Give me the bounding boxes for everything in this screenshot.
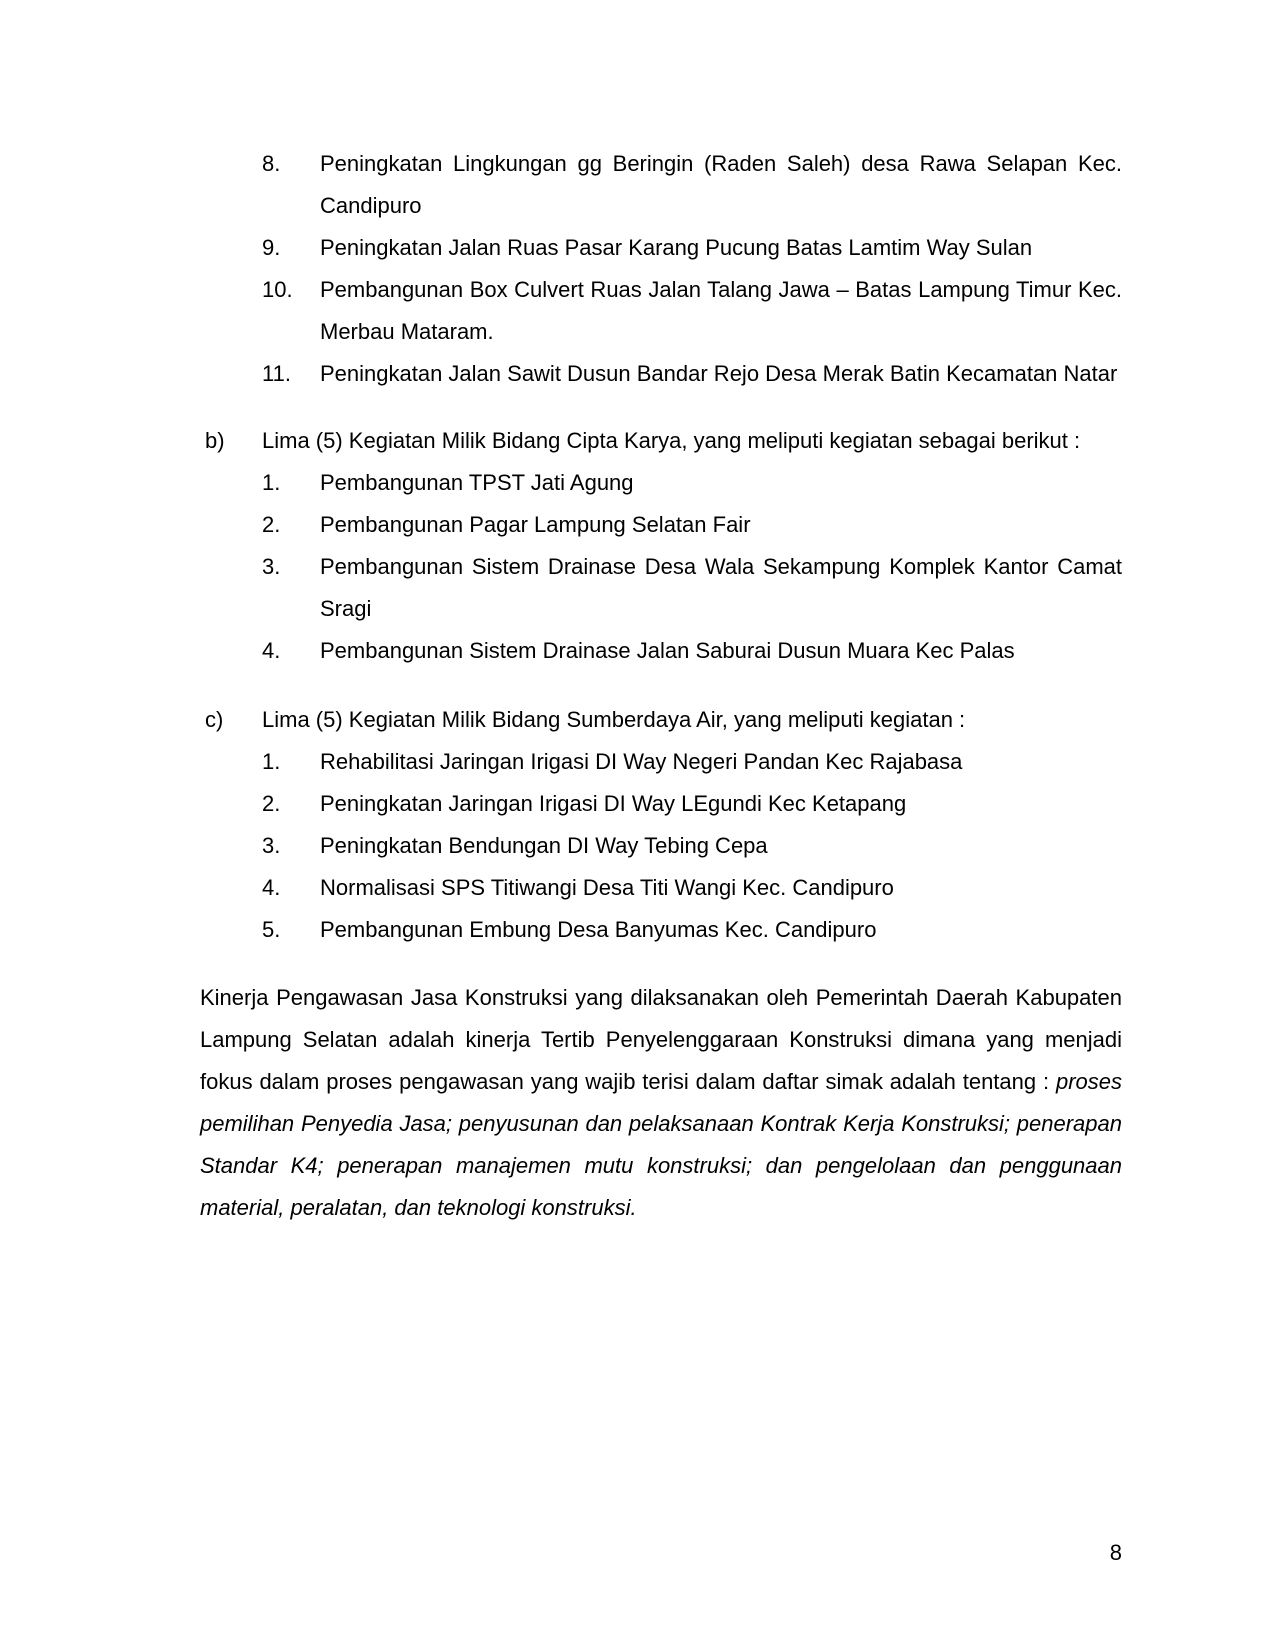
list-item — [200, 227, 1122, 269]
item-text: Rehabilitasi Jaringan Irigasi DI Way Negeri Pandan Kec Rajabasa — [320, 749, 963, 774]
item-number: 8. — [262, 151, 281, 176]
closing-paragraph — [200, 977, 1122, 1229]
closing-paragraph-normal-text: Kinerja Pengawasan Jasa Konstruksi yang dilaksanakan oleh Pemerintah Daerah Kabupaten Lampung Selatan adalah kinerja Tertib Penyelenggaraan Konstruksi dimana yang menjadi fokus dalam proses pengawasan yang wajib terisi dalam daftar simak adalah tentang : — [200, 985, 1122, 1094]
section-marker: b) — [205, 428, 225, 453]
item-number: 4. — [262, 638, 281, 663]
list-item — [200, 353, 1122, 395]
section-marker: c) — [205, 707, 224, 732]
list-item — [200, 825, 1122, 867]
item-number: 3. — [262, 554, 281, 579]
item-text: Pembangunan Sistem Drainase Desa Wala Sekampung Komplek Kantor Camat Sragi — [320, 554, 1122, 621]
item-text: Pembangunan Box Culvert Ruas Jalan Talang Jawa – Batas Lampung Timur Kec. Merbau Mataram. — [320, 277, 1122, 344]
list-item — [200, 783, 1122, 825]
section-b — [200, 420, 1122, 672]
item-text: Peningkatan Lingkungan gg Beringin (Raden Saleh) desa Rawa Selapan Kec. Candipuro — [320, 151, 1122, 218]
item-text: Pembangunan Pagar Lampung Selatan Fair — [320, 512, 751, 537]
item-number: 4. — [262, 875, 281, 900]
item-text: Peningkatan Jaringan Irigasi DI Way LEgundi Kec Ketapang — [320, 791, 907, 816]
list-item — [200, 741, 1122, 783]
list-item — [200, 504, 1122, 546]
section-heading: Lima (5) Kegiatan Milik Bidang Sumberdaya Air, yang meliputi kegiatan : — [262, 707, 966, 732]
item-number: 10. — [262, 277, 293, 302]
list-item — [200, 867, 1122, 909]
page-number: 8 — [1109, 1540, 1122, 1565]
item-number: 5. — [262, 917, 281, 942]
list-item — [200, 143, 1122, 227]
closing-paragraph-italic-text: proses pemilihan Penyedia Jasa; penyusunan dan pelaksanaan Kontrak Kerja Konstruksi; penerapan Standar K4; penerapan manajemen mutu konstruksi; dan pengelolaan dan penggunaan material, peralatan, dan teknologi konstruksi. — [200, 1069, 1122, 1220]
item-number: 2. — [262, 791, 281, 816]
item-text: Peningkatan Jalan Ruas Pasar Karang Pucung Batas Lamtim Way Sulan — [320, 235, 1033, 260]
item-number: 3. — [262, 833, 281, 858]
section-heading-row — [200, 699, 1122, 741]
list-item — [200, 269, 1122, 353]
list-item — [200, 909, 1122, 951]
list-item — [200, 546, 1122, 630]
section-heading: Lima (5) Kegiatan Milik Bidang Cipta Karya, yang meliputi kegiatan sebagai berikut : — [262, 428, 1081, 453]
document-body — [200, 143, 1122, 1229]
section-heading-row — [200, 420, 1122, 462]
item-number: 11. — [262, 361, 291, 386]
item-number: 1. — [262, 749, 281, 774]
item-text: Pembangunan Sistem Drainase Jalan Saburai Dusun Muara Kec Palas — [320, 638, 1015, 663]
item-number: 2. — [262, 512, 281, 537]
item-text: Peningkatan Jalan Sawit Dusun Bandar Rejo Desa Merak Batin Kecamatan Natar — [320, 361, 1118, 386]
item-text: Pembangunan Embung Desa Banyumas Kec. Candipuro — [320, 917, 877, 942]
item-text: Peningkatan Bendungan DI Way Tebing Cepa — [320, 833, 768, 858]
section-c — [200, 699, 1122, 951]
item-number: 1. — [262, 470, 281, 495]
list-item — [200, 630, 1122, 672]
item-text: Pembangunan TPST Jati Agung — [320, 470, 634, 495]
item-number: 9. — [262, 235, 281, 260]
item-text: Normalisasi SPS Titiwangi Desa Titi Wangi Kec. Candipuro — [320, 875, 894, 900]
list-item — [200, 462, 1122, 504]
